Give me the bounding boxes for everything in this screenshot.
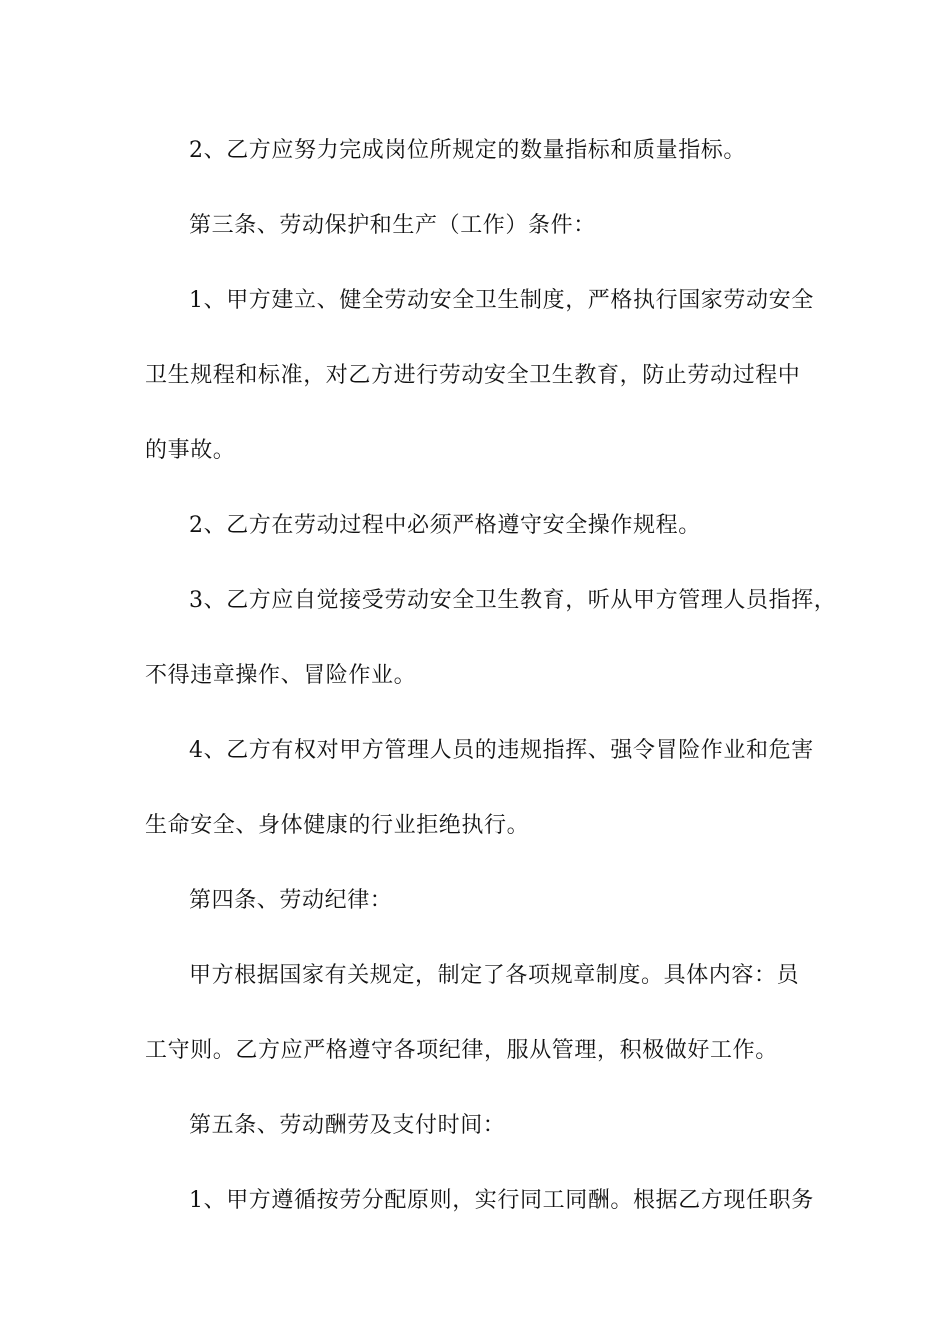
- paragraph-line: 1、甲方建立、健全劳动安全卫生制度，严格执行国家劳动安全: [189, 288, 814, 313]
- paragraph-line: 的事故。: [145, 438, 236, 463]
- paragraph-line: 工守则。乙方应严格遵守各项纪律，服从管理，积极做好工作。: [145, 1038, 778, 1063]
- paragraph-line: 4、乙方有权对甲方管理人员的违规指挥、强令冒险作业和危害: [189, 738, 814, 763]
- paragraph-line: 1、甲方遵循按劳分配原则，实行同工同酬。根据乙方现任职务: [189, 1188, 814, 1213]
- section-heading: 第五条、劳动酬劳及支付时间：: [189, 1113, 506, 1138]
- paragraph-line: 2、乙方应努力完成岗位所规定的数量指标和质量指标。: [189, 138, 746, 163]
- paragraph-line: 甲方根据国家有关规定，制定了各项规章制度。具体内容：员: [189, 963, 800, 988]
- paragraph-line: 不得违章操作、冒险作业。: [145, 663, 417, 688]
- paragraph-line: 生命安全、身体健康的行业拒绝执行。: [145, 813, 530, 838]
- paragraph-line: 3、乙方应自觉接受劳动安全卫生教育，听从甲方管理人员指挥，: [189, 588, 837, 613]
- section-heading: 第四条、劳动纪律：: [189, 888, 393, 913]
- section-heading: 第三条、劳动保护和生产（工作）条件：: [189, 213, 596, 238]
- paragraph-line: 2、乙方在劳动过程中必须严格遵守安全操作规程。: [189, 513, 701, 538]
- paragraph-line: 卫生规程和标准，对乙方进行劳动安全卫生教育，防止劳动过程中: [145, 363, 801, 388]
